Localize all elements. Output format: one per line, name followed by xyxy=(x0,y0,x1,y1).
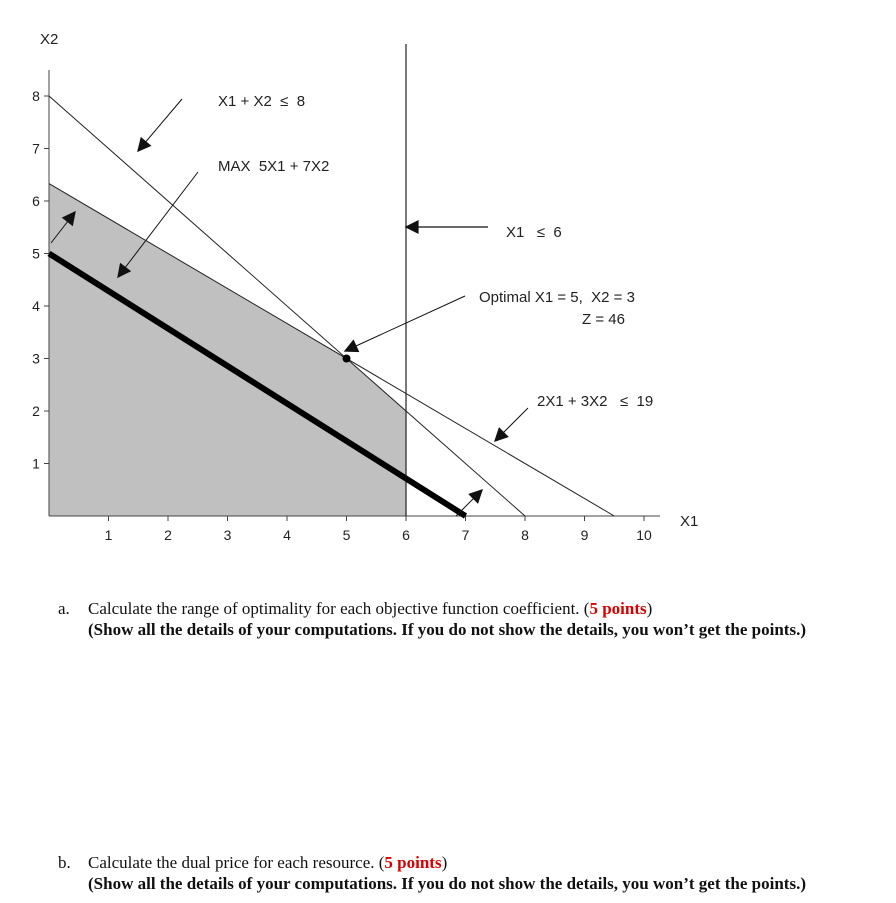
label-x1-plus-x2: X1 + X2 ≤ 8 xyxy=(218,93,306,110)
y-tick-label: 8 xyxy=(32,88,40,104)
question-b-points: 5 points xyxy=(384,853,442,872)
x-tick-label: 8 xyxy=(521,527,529,543)
question-a xyxy=(58,598,888,640)
x-tick-label: 1 xyxy=(104,527,113,543)
question-a-letter: a. xyxy=(58,599,70,618)
x-tick-label: 3 xyxy=(223,527,232,543)
question-a-close: ) xyxy=(646,599,653,618)
feasible-region xyxy=(49,184,406,516)
y-tick-label: 2 xyxy=(32,403,40,419)
y-tick-label: 1 xyxy=(32,455,40,472)
arrow-objective-direction-right xyxy=(456,490,482,516)
label-2x1-plus-3x2: 2X1 + 3X2 ≤ 19 xyxy=(537,393,654,410)
label-optimal: Optimal X1 = 5, X2 = 3 xyxy=(479,289,635,306)
x-axis-label: X1 xyxy=(680,513,699,530)
question-b-text: Calculate the dual price for each resource. ( xyxy=(88,853,385,872)
label-x1-le-6: X1 ≤ 6 xyxy=(506,224,562,241)
question-b xyxy=(58,852,888,894)
y-axis-label: X2 xyxy=(40,31,59,48)
label-objective: MAX 5X1 + 7X2 xyxy=(218,158,330,175)
arrow-to-2x1-3x2-line xyxy=(495,408,528,441)
x-tick-label: 6 xyxy=(402,527,410,543)
y-tick-label: 5 xyxy=(32,245,40,262)
question-b-close: ) xyxy=(441,853,448,872)
x-tick-label: 9 xyxy=(580,527,589,543)
x-tick-label: 7 xyxy=(461,527,470,543)
x-tick-label: 2 xyxy=(164,527,172,543)
question-a-note: (Show all the details of your computations. If you do not show the details, you won’t get the points.) xyxy=(88,620,806,639)
label-optimal-z: Z = 46 xyxy=(582,311,625,328)
optimal-point xyxy=(343,355,351,363)
question-a-text: Calculate the range of optimality for each objective function coefficient. ( xyxy=(88,599,590,618)
question-b-letter: b. xyxy=(58,853,71,872)
x-tick-label: 4 xyxy=(283,527,291,543)
y-tick-label: 6 xyxy=(32,193,40,209)
y-tick-label: 4 xyxy=(32,298,40,314)
arrow-to-x1x2-line xyxy=(138,99,182,151)
x-tick-label: 5 xyxy=(342,527,351,543)
question-b-note: (Show all the details of your computations. If you do not show the details, you won’t get the points.) xyxy=(88,874,806,893)
arrow-to-optimal-point xyxy=(345,296,465,351)
x-tick-label: 10 xyxy=(636,527,652,543)
y-tick-label: 7 xyxy=(32,140,40,157)
question-a-points: 5 points xyxy=(589,599,647,618)
y-tick-label: 3 xyxy=(32,350,40,367)
